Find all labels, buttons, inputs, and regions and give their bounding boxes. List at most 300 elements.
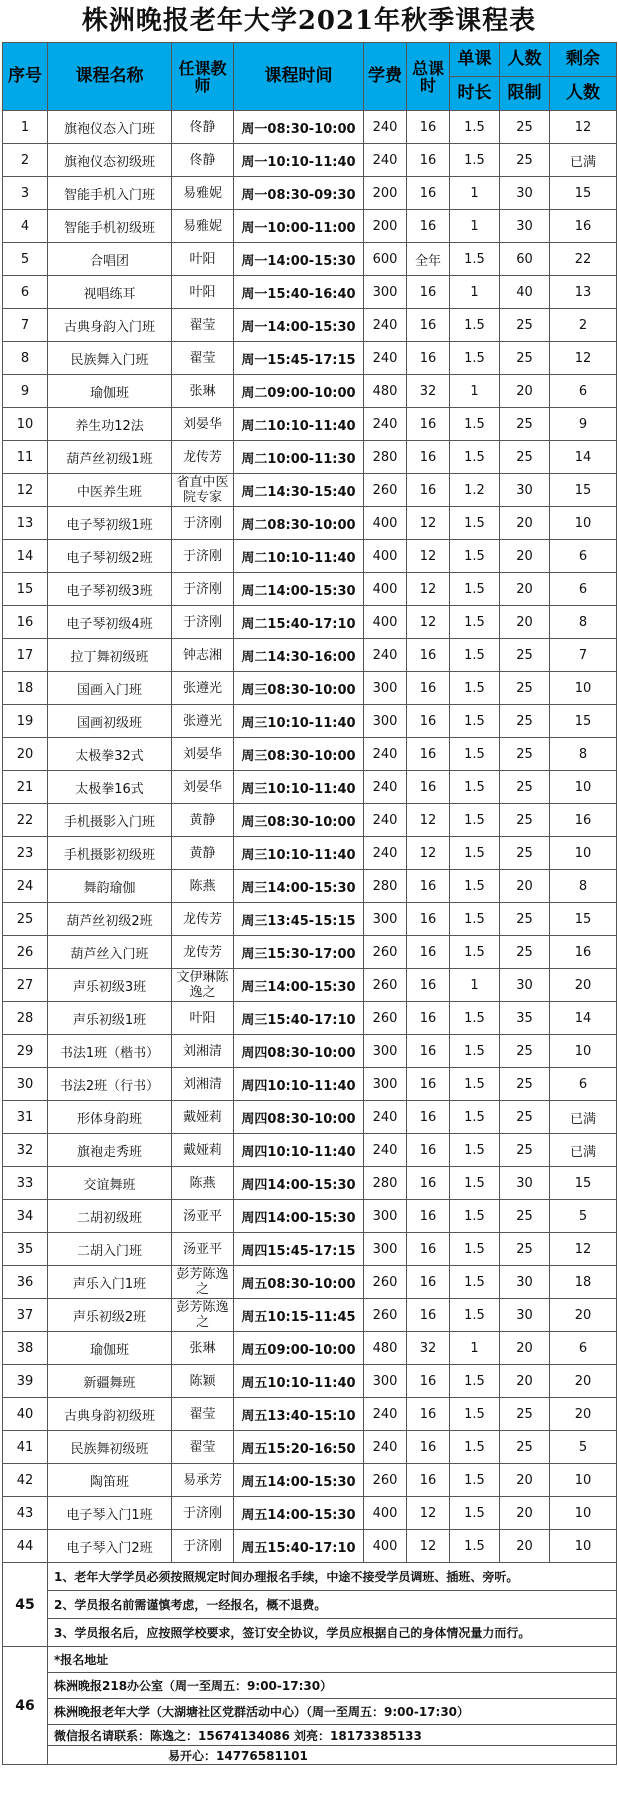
course-single-duration: 1.5 — [450, 1002, 500, 1035]
course-time: 周二15:40-17:10 — [234, 606, 364, 639]
course-total-hours: 16 — [407, 1134, 450, 1167]
course-teacher: 佟静 — [172, 144, 234, 177]
table-row — [3, 969, 617, 1002]
course-fee: 300 — [364, 1035, 407, 1068]
course-name: 电子琴初级2班 — [48, 540, 172, 573]
table-row — [3, 540, 617, 573]
course-seq: 9 — [3, 375, 48, 408]
course-time: 周一15:45-17:15 — [234, 342, 364, 375]
course-single-duration: 1.5 — [450, 1365, 500, 1398]
course-remaining: 18 — [550, 1266, 617, 1299]
course-time: 周二10:10-11:40 — [234, 540, 364, 573]
course-seq: 18 — [3, 672, 48, 705]
course-single-duration: 1.5 — [450, 837, 500, 870]
course-teacher: 佟静 — [172, 111, 234, 144]
course-remaining: 10 — [550, 1497, 617, 1530]
course-seq: 22 — [3, 804, 48, 837]
course-name: 太极拳32式 — [48, 738, 172, 771]
course-remaining: 10 — [550, 507, 617, 540]
course-seq: 44 — [3, 1530, 48, 1563]
course-name: 手机摄影初级班 — [48, 837, 172, 870]
header-limit-top: 人数 — [500, 43, 550, 77]
course-limit: 25 — [500, 441, 550, 474]
course-teacher: 易雅妮 — [172, 177, 234, 210]
course-total-hours: 12 — [407, 804, 450, 837]
course-remaining: 14 — [550, 441, 617, 474]
course-seq: 36 — [3, 1266, 48, 1299]
course-total-hours: 16 — [407, 309, 450, 342]
course-remaining: 10 — [550, 1530, 617, 1563]
course-remaining: 15 — [550, 705, 617, 738]
course-name: 拉丁舞初级班 — [48, 639, 172, 672]
course-total-hours: 16 — [407, 1233, 450, 1266]
course-fee: 240 — [364, 804, 407, 837]
course-time: 周五15:40-17:10 — [234, 1530, 364, 1563]
course-remaining: 15 — [550, 474, 617, 507]
course-total-hours: 16 — [407, 342, 450, 375]
course-remaining: 6 — [550, 540, 617, 573]
course-seq: 5 — [3, 243, 48, 276]
course-remaining: 10 — [550, 837, 617, 870]
course-teacher: 刘晏华 — [172, 738, 234, 771]
course-fee: 260 — [364, 1299, 407, 1332]
course-total-hours: 32 — [407, 1332, 450, 1365]
course-remaining: 12 — [550, 1233, 617, 1266]
course-name: 书法2班（行书） — [48, 1068, 172, 1101]
course-total-hours: 16 — [407, 1068, 450, 1101]
course-fee: 240 — [364, 771, 407, 804]
table-row — [3, 639, 617, 672]
course-rows — [3, 111, 617, 1563]
course-name: 民族舞初级班 — [48, 1431, 172, 1464]
course-single-duration: 1.5 — [450, 540, 500, 573]
course-fee: 240 — [364, 408, 407, 441]
table-row — [3, 936, 617, 969]
course-remaining: 已满 — [550, 1101, 617, 1134]
course-fee: 300 — [364, 903, 407, 936]
course-total-hours: 16 — [407, 1101, 450, 1134]
course-limit: 25 — [500, 1101, 550, 1134]
course-teacher: 叶阳 — [172, 243, 234, 276]
course-time: 周一15:40-16:40 — [234, 276, 364, 309]
course-single-duration: 1.5 — [450, 1167, 500, 1200]
contact-line-5: 易开心：14776581101 — [48, 1746, 617, 1765]
course-time: 周三08:30-10:00 — [234, 672, 364, 705]
table-row — [3, 1134, 617, 1167]
course-remaining: 7 — [550, 639, 617, 672]
course-total-hours: 16 — [407, 474, 450, 507]
table-row — [3, 837, 617, 870]
course-limit: 25 — [500, 1431, 550, 1464]
course-limit: 25 — [500, 111, 550, 144]
course-remaining: 10 — [550, 1035, 617, 1068]
course-seq: 6 — [3, 276, 48, 309]
course-limit: 25 — [500, 771, 550, 804]
course-limit: 25 — [500, 144, 550, 177]
course-teacher: 易承芳 — [172, 1464, 234, 1497]
course-name: 视唱练耳 — [48, 276, 172, 309]
course-fee: 240 — [364, 1134, 407, 1167]
course-single-duration: 1.5 — [450, 738, 500, 771]
course-time: 周四08:30-10:00 — [234, 1035, 364, 1068]
course-total-hours: 16 — [407, 408, 450, 441]
course-name: 形体身韵班 — [48, 1101, 172, 1134]
course-time: 周二09:00-10:00 — [234, 375, 364, 408]
course-teacher: 张琳 — [172, 1332, 234, 1365]
course-name: 国画初级班 — [48, 705, 172, 738]
course-teacher: 叶阳 — [172, 276, 234, 309]
course-limit: 25 — [500, 1398, 550, 1431]
course-limit: 40 — [500, 276, 550, 309]
table-row — [3, 144, 617, 177]
course-fee: 240 — [364, 837, 407, 870]
course-limit: 30 — [500, 210, 550, 243]
course-time: 周二14:30-16:00 — [234, 639, 364, 672]
course-fee: 240 — [364, 342, 407, 375]
course-remaining: 12 — [550, 342, 617, 375]
header-remain-bottom: 人数 — [550, 77, 617, 111]
course-teacher: 省直中医院专家 — [172, 474, 234, 507]
course-remaining: 16 — [550, 210, 617, 243]
course-teacher: 戴娅莉 — [172, 1134, 234, 1167]
course-teacher: 钟志湘 — [172, 639, 234, 672]
course-total-hours: 16 — [407, 1431, 450, 1464]
course-seq: 25 — [3, 903, 48, 936]
course-fee: 400 — [364, 1530, 407, 1563]
contact-section — [3, 1647, 617, 1765]
course-remaining: 5 — [550, 1200, 617, 1233]
course-single-duration: 1.5 — [450, 1266, 500, 1299]
table-row — [3, 1497, 617, 1530]
course-seq: 35 — [3, 1233, 48, 1266]
course-total-hours: 16 — [407, 1266, 450, 1299]
course-seq: 42 — [3, 1464, 48, 1497]
course-teacher: 于济刚 — [172, 573, 234, 606]
course-remaining: 8 — [550, 606, 617, 639]
course-seq: 3 — [3, 177, 48, 210]
course-fee: 280 — [364, 1167, 407, 1200]
header-row-top — [3, 43, 617, 77]
table-row — [3, 1365, 617, 1398]
course-single-duration: 1.5 — [450, 1497, 500, 1530]
course-name: 电子琴入门1班 — [48, 1497, 172, 1530]
course-name: 葫芦丝初级1班 — [48, 441, 172, 474]
course-total-hours: 12 — [407, 1530, 450, 1563]
table-row — [3, 606, 617, 639]
course-remaining: 10 — [550, 771, 617, 804]
course-seq: 11 — [3, 441, 48, 474]
course-fee: 280 — [364, 441, 407, 474]
course-single-duration: 1.5 — [450, 1068, 500, 1101]
course-time: 周五15:20-16:50 — [234, 1431, 364, 1464]
course-teacher: 龙传芳 — [172, 903, 234, 936]
course-name: 二胡入门班 — [48, 1233, 172, 1266]
course-remaining: 已满 — [550, 1134, 617, 1167]
course-name: 葫芦丝入门班 — [48, 936, 172, 969]
course-remaining: 6 — [550, 1068, 617, 1101]
course-limit: 20 — [500, 1530, 550, 1563]
course-remaining: 8 — [550, 738, 617, 771]
table-row — [3, 210, 617, 243]
course-single-duration: 1.5 — [450, 1200, 500, 1233]
course-name: 电子琴初级3班 — [48, 573, 172, 606]
table-row — [3, 1299, 617, 1332]
table-row — [3, 1101, 617, 1134]
course-seq: 13 — [3, 507, 48, 540]
table-row — [3, 474, 617, 507]
course-name: 电子琴入门2班 — [48, 1530, 172, 1563]
course-name: 二胡初级班 — [48, 1200, 172, 1233]
course-single-duration: 1.5 — [450, 1233, 500, 1266]
course-name: 国画入门班 — [48, 672, 172, 705]
course-remaining: 8 — [550, 870, 617, 903]
course-seq: 33 — [3, 1167, 48, 1200]
course-limit: 20 — [500, 870, 550, 903]
course-single-duration: 1.5 — [450, 1464, 500, 1497]
course-single-duration: 1 — [450, 969, 500, 1002]
course-remaining: 20 — [550, 969, 617, 1002]
course-time: 周四10:10-11:40 — [234, 1068, 364, 1101]
course-teacher: 戴娅莉 — [172, 1101, 234, 1134]
course-seq: 43 — [3, 1497, 48, 1530]
course-name: 养生功12法 — [48, 408, 172, 441]
course-single-duration: 1.5 — [450, 804, 500, 837]
course-remaining: 15 — [550, 1167, 617, 1200]
course-total-hours: 全年 — [407, 243, 450, 276]
table-row — [3, 1068, 617, 1101]
course-time: 周一08:30-09:30 — [234, 177, 364, 210]
course-total-hours: 32 — [407, 375, 450, 408]
course-seq: 1 — [3, 111, 48, 144]
course-total-hours: 16 — [407, 1035, 450, 1068]
course-fee: 300 — [364, 1365, 407, 1398]
course-total-hours: 16 — [407, 1200, 450, 1233]
course-time: 周一10:10-11:40 — [234, 144, 364, 177]
course-teacher: 彭芳陈逸之 — [172, 1299, 234, 1332]
course-fee: 280 — [364, 870, 407, 903]
course-single-duration: 1.5 — [450, 705, 500, 738]
course-time: 周三10:10-11:40 — [234, 771, 364, 804]
course-fee: 240 — [364, 738, 407, 771]
course-teacher: 陈燕 — [172, 870, 234, 903]
course-fee: 400 — [364, 507, 407, 540]
table-row — [3, 1035, 617, 1068]
course-seq: 4 — [3, 210, 48, 243]
course-limit: 25 — [500, 837, 550, 870]
course-teacher: 汤亚平 — [172, 1200, 234, 1233]
course-name: 声乐入门1班 — [48, 1266, 172, 1299]
course-time: 周三08:30-10:00 — [234, 804, 364, 837]
course-total-hours: 16 — [407, 1167, 450, 1200]
course-name: 交谊舞班 — [48, 1167, 172, 1200]
course-fee: 200 — [364, 177, 407, 210]
course-name: 手机摄影入门班 — [48, 804, 172, 837]
course-limit: 25 — [500, 705, 550, 738]
course-remaining: 22 — [550, 243, 617, 276]
course-time: 周一14:00-15:30 — [234, 243, 364, 276]
course-fee: 240 — [364, 1101, 407, 1134]
course-limit: 20 — [500, 375, 550, 408]
course-time: 周二14:00-15:30 — [234, 573, 364, 606]
course-limit: 20 — [500, 1332, 550, 1365]
course-seq: 38 — [3, 1332, 48, 1365]
course-fee: 260 — [364, 1002, 407, 1035]
course-remaining: 9 — [550, 408, 617, 441]
course-time: 周四14:00-15:30 — [234, 1167, 364, 1200]
course-seq: 10 — [3, 408, 48, 441]
course-fee: 300 — [364, 1233, 407, 1266]
table-row — [3, 111, 617, 144]
course-fee: 240 — [364, 1431, 407, 1464]
course-single-duration: 1 — [450, 375, 500, 408]
course-limit: 20 — [500, 1365, 550, 1398]
course-seq: 8 — [3, 342, 48, 375]
course-fee: 240 — [364, 144, 407, 177]
table-row — [3, 243, 617, 276]
course-limit: 25 — [500, 1068, 550, 1101]
course-remaining: 20 — [550, 1299, 617, 1332]
course-single-duration: 1.2 — [450, 474, 500, 507]
table-row — [3, 375, 617, 408]
course-name: 民族舞入门班 — [48, 342, 172, 375]
course-fee: 400 — [364, 573, 407, 606]
header-fee: 学费 — [364, 43, 407, 111]
header-limit-bottom: 限制 — [500, 77, 550, 111]
course-limit: 25 — [500, 804, 550, 837]
course-total-hours: 16 — [407, 705, 450, 738]
course-fee: 240 — [364, 639, 407, 672]
course-fee: 300 — [364, 1068, 407, 1101]
table-row — [3, 342, 617, 375]
table-row — [3, 705, 617, 738]
course-teacher: 文伊琳陈逸之 — [172, 969, 234, 1002]
course-total-hours: 16 — [407, 936, 450, 969]
note-line-3: 3、学员报名后，应按照学校要求，签订安全协议，学员应根据自己的身体情况量力而行。 — [48, 1619, 617, 1647]
course-seq: 15 — [3, 573, 48, 606]
course-remaining: 6 — [550, 1332, 617, 1365]
course-total-hours: 12 — [407, 1497, 450, 1530]
course-fee: 400 — [364, 606, 407, 639]
contact-line-2: 株洲晚报218办公室（周一至周五：9:00-17:30） — [48, 1673, 617, 1699]
course-name: 声乐初级3班 — [48, 969, 172, 1002]
course-limit: 30 — [500, 1299, 550, 1332]
course-total-hours: 16 — [407, 276, 450, 309]
header-course-name: 课程名称 — [48, 43, 172, 111]
course-seq: 40 — [3, 1398, 48, 1431]
course-single-duration: 1.5 — [450, 408, 500, 441]
course-single-duration: 1.5 — [450, 309, 500, 342]
page-title: 株洲晚报老年大学2021年秋季课程表 — [81, 6, 537, 36]
course-time: 周四08:30-10:00 — [234, 1101, 364, 1134]
table-row — [3, 1002, 617, 1035]
course-single-duration: 1 — [450, 177, 500, 210]
table-row — [3, 1233, 617, 1266]
course-fee: 200 — [364, 210, 407, 243]
course-single-duration: 1.5 — [450, 243, 500, 276]
course-total-hours: 16 — [407, 771, 450, 804]
course-remaining: 16 — [550, 936, 617, 969]
course-teacher: 陈颖 — [172, 1365, 234, 1398]
course-time: 周五14:00-15:30 — [234, 1464, 364, 1497]
course-total-hours: 16 — [407, 144, 450, 177]
table-row — [3, 1431, 617, 1464]
course-remaining: 14 — [550, 1002, 617, 1035]
course-time: 周四14:00-15:30 — [234, 1200, 364, 1233]
course-teacher: 刘湘清 — [172, 1035, 234, 1068]
course-limit: 25 — [500, 738, 550, 771]
course-time: 周三10:10-11:40 — [234, 705, 364, 738]
course-total-hours: 16 — [407, 672, 450, 705]
course-remaining: 2 — [550, 309, 617, 342]
course-time: 周三15:40-17:10 — [234, 1002, 364, 1035]
course-total-hours: 16 — [407, 177, 450, 210]
course-total-hours: 16 — [407, 1398, 450, 1431]
course-time: 周一10:00-11:00 — [234, 210, 364, 243]
course-time: 周二10:10-11:40 — [234, 408, 364, 441]
course-name: 古典身韵入门班 — [48, 309, 172, 342]
course-remaining: 10 — [550, 1464, 617, 1497]
course-teacher: 易雅妮 — [172, 210, 234, 243]
course-limit: 20 — [500, 507, 550, 540]
course-teacher: 于济刚 — [172, 606, 234, 639]
note-line-1: 1、老年大学学员必须按照规定时间办理报名手续，中途不接受学员调班、插班、旁听。 — [48, 1563, 617, 1591]
course-seq: 21 — [3, 771, 48, 804]
course-time: 周五13:40-15:10 — [234, 1398, 364, 1431]
course-teacher: 翟莹 — [172, 309, 234, 342]
course-fee: 260 — [364, 969, 407, 1002]
course-single-duration: 1.5 — [450, 672, 500, 705]
course-time: 周三10:10-11:40 — [234, 837, 364, 870]
course-time: 周五14:00-15:30 — [234, 1497, 364, 1530]
course-table — [2, 42, 617, 1765]
course-limit: 20 — [500, 540, 550, 573]
course-teacher: 张遵光 — [172, 705, 234, 738]
course-single-duration: 1.5 — [450, 342, 500, 375]
course-seq: 14 — [3, 540, 48, 573]
course-limit: 25 — [500, 1233, 550, 1266]
course-limit: 25 — [500, 936, 550, 969]
course-seq: 29 — [3, 1035, 48, 1068]
course-name: 瑜伽班 — [48, 375, 172, 408]
notes-section — [3, 1563, 617, 1647]
course-single-duration: 1.5 — [450, 1035, 500, 1068]
table-row — [3, 408, 617, 441]
course-remaining: 13 — [550, 276, 617, 309]
course-teacher: 彭芳陈逸之 — [172, 1266, 234, 1299]
contact-line-1: *报名地址 — [48, 1647, 617, 1673]
course-single-duration: 1.5 — [450, 903, 500, 936]
course-remaining: 15 — [550, 903, 617, 936]
course-fee: 600 — [364, 243, 407, 276]
course-seq: 19 — [3, 705, 48, 738]
course-fee: 400 — [364, 540, 407, 573]
course-seq: 24 — [3, 870, 48, 903]
course-limit: 20 — [500, 1497, 550, 1530]
course-remaining: 10 — [550, 672, 617, 705]
course-single-duration: 1.5 — [450, 441, 500, 474]
course-time: 周四10:10-11:40 — [234, 1134, 364, 1167]
course-fee: 260 — [364, 474, 407, 507]
course-total-hours: 12 — [407, 540, 450, 573]
course-fee: 480 — [364, 1332, 407, 1365]
course-seq: 27 — [3, 969, 48, 1002]
course-limit: 60 — [500, 243, 550, 276]
course-teacher: 汤亚平 — [172, 1233, 234, 1266]
course-teacher: 刘晏华 — [172, 771, 234, 804]
course-limit: 30 — [500, 969, 550, 1002]
course-seq: 2 — [3, 144, 48, 177]
course-teacher: 于济刚 — [172, 540, 234, 573]
